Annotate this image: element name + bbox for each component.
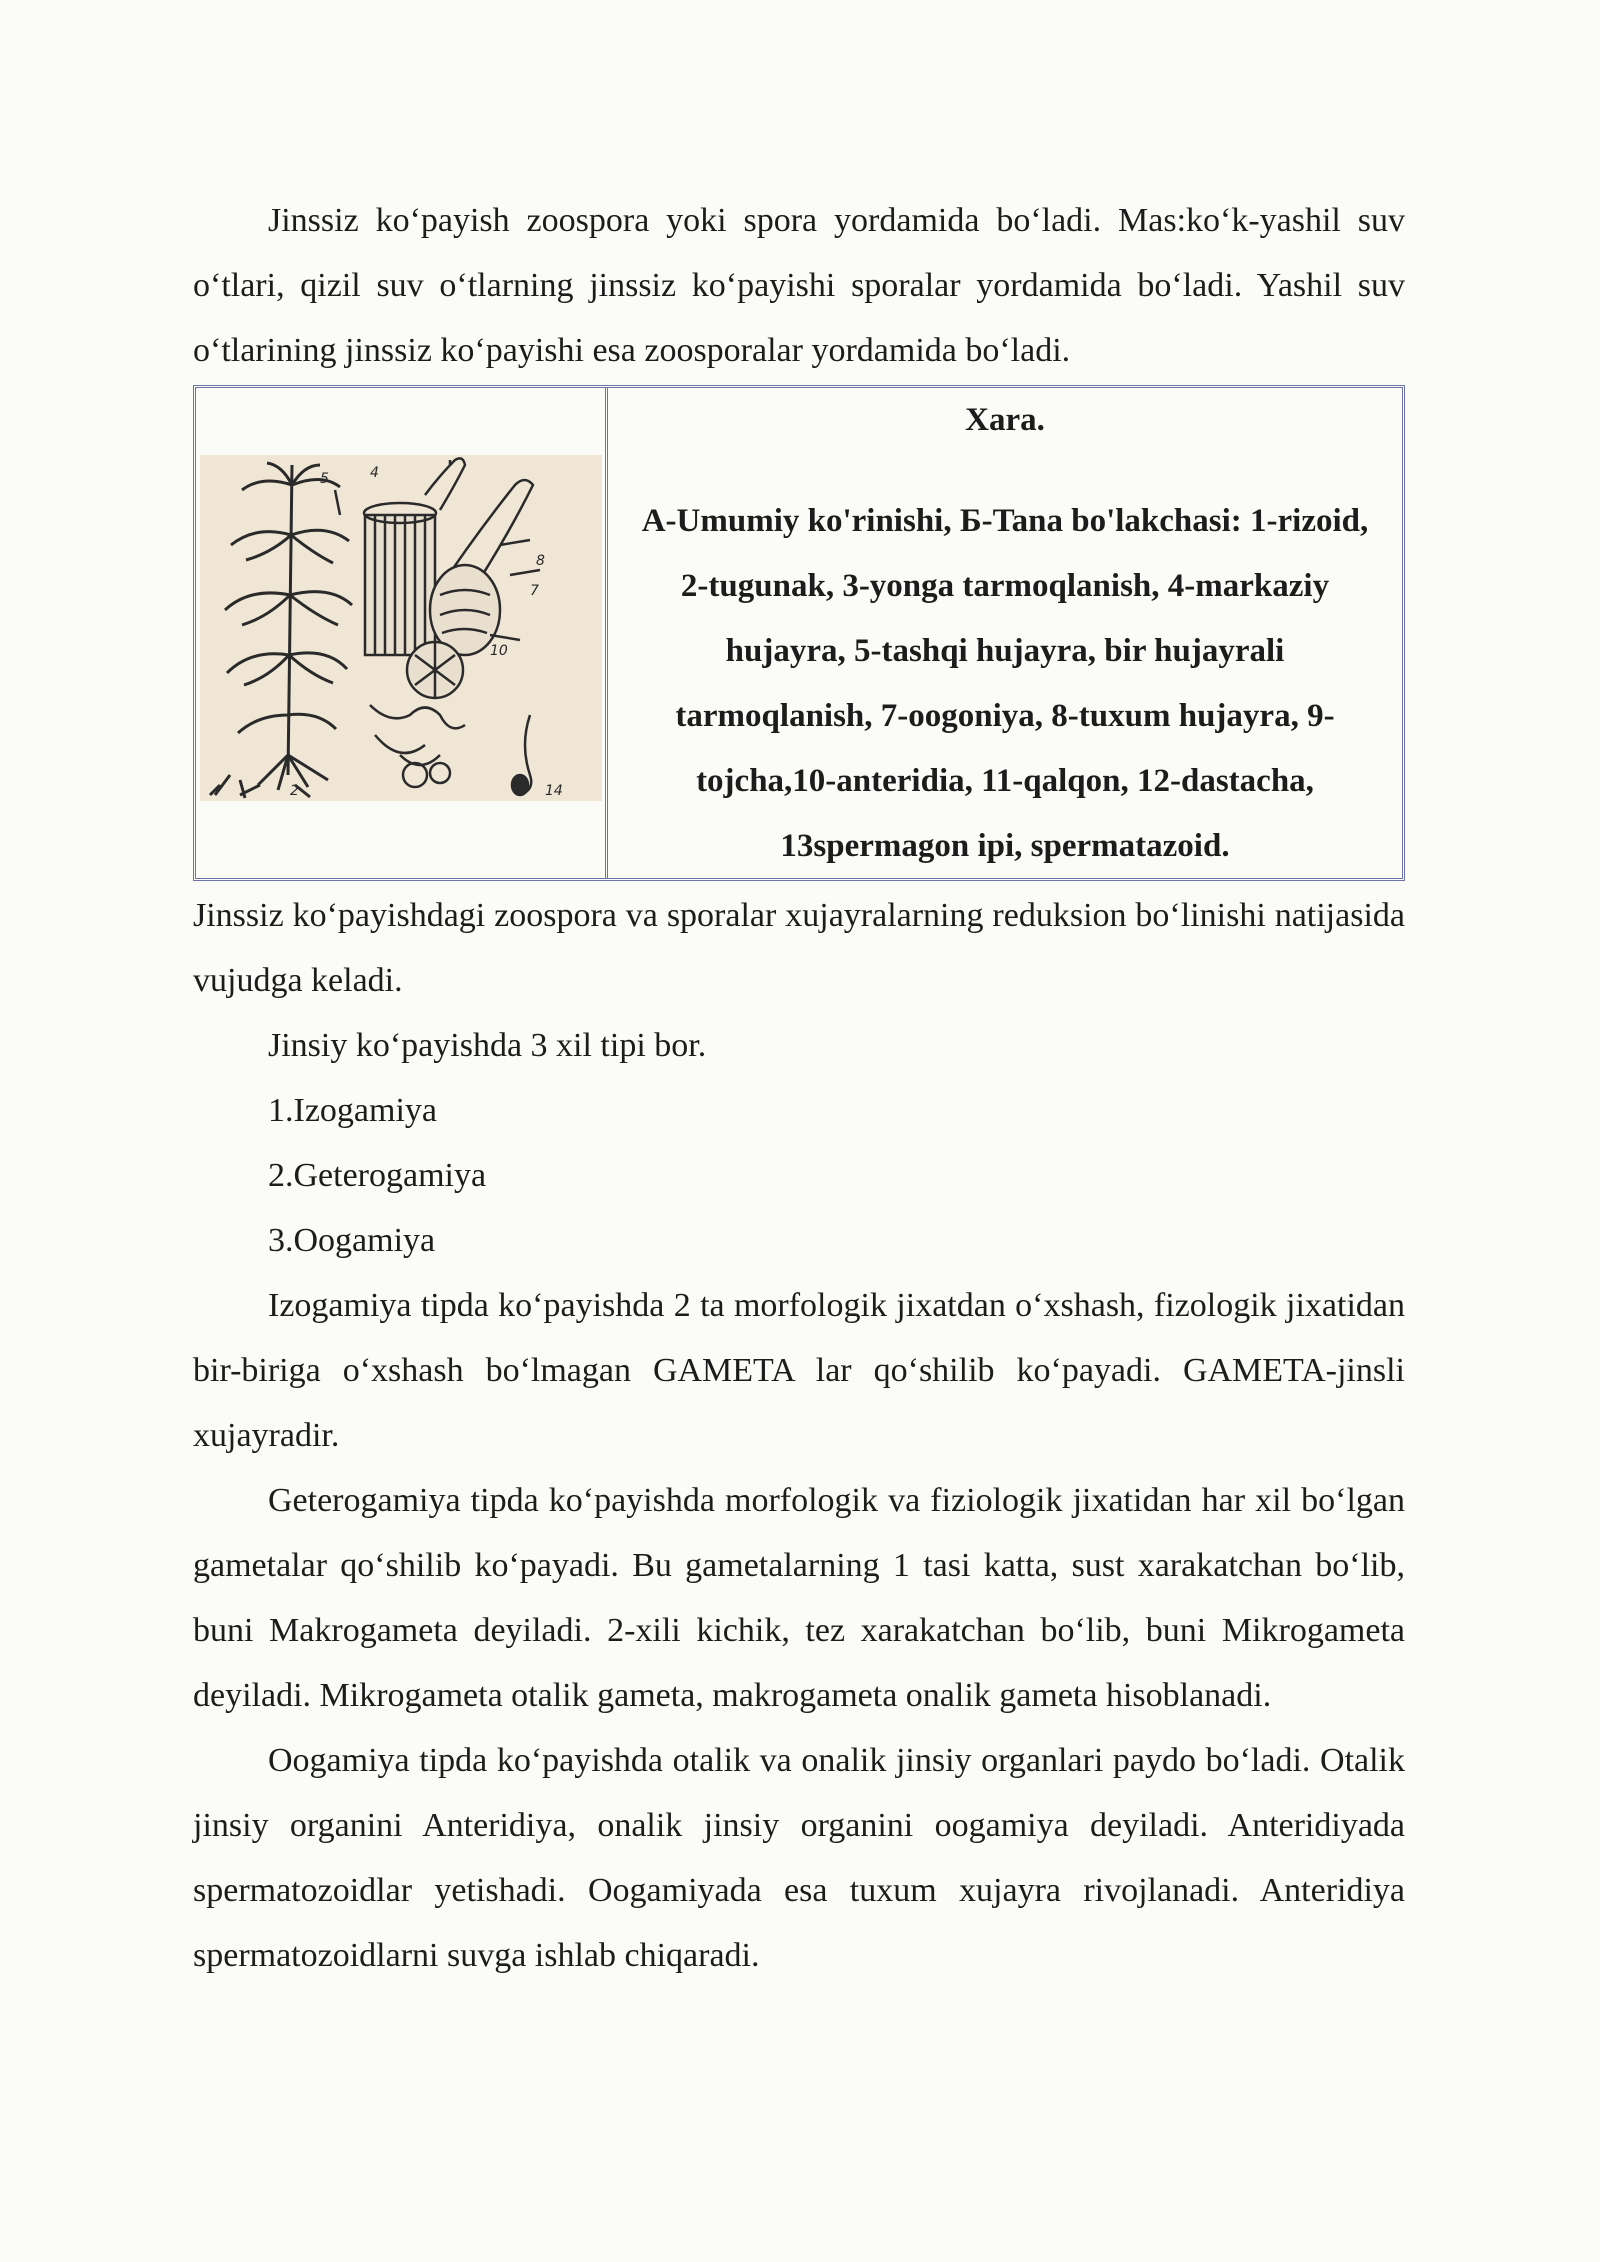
svg-text:7: 7	[530, 583, 539, 599]
figure-caption-cell	[608, 388, 1402, 878]
list-item-izogamiya: 1.Izogamiya	[268, 1092, 437, 1129]
svg-text:10: 10	[490, 643, 508, 659]
figure-image-cell	[196, 388, 608, 878]
chara-illustration	[200, 455, 602, 801]
figure-caption: A-Umumiy ko'rinishi, Б-Tana bo'lakchasi: 1-rizoid, 2-tugunak, 3-yonga tarmoqlanish, 4-markaziy hujayra, 5-tashqi hujayra, bir hujayrali tarmoqlanish, 7-oogoniya, 8-tuxum hujayra, 9-tojcha,10-anteridia, 11-qalqon, 12-dastacha, 13spermagon ipi, spermatazoid.	[641, 503, 1369, 864]
intro-paragraph: Jinssiz koʻpayish zoospora yoki spora yordamida boʻladi. Mas:koʻk-yashil suv oʻtlari, qizil suv oʻtlarning jinssiz koʻpayishi sporalar yordamida boʻladi. Yashil suv oʻtlarining jinssiz koʻpayishi esa zoosporalar yordamida boʻladi.	[193, 202, 1405, 369]
paragraph-sexual-types: Jinsiy koʻpayishda 3 xil tipi bor.	[268, 1027, 707, 1064]
paragraph-oogamiya: Oogamiya tipda koʻpayishda otalik va onalik jinsiy organlari paydo boʻladi. Otalik jinsiy organini Anteridiya, onalik jinsiy organini oogamiya deyiladi. Anteridiyada spermatozoidlar yetishadi. Oogamiyada esa tuxum xujayra rivojlanadi. Anteridiya spermatozoidlarni suvga ishlab chiqaradi.	[193, 1742, 1405, 1974]
svg-text:8: 8	[536, 553, 545, 569]
svg-text:14: 14	[545, 783, 563, 799]
paragraph-geterogamiya: Geterogamiya tipda koʻpayishda morfologik va fiziologik jixatidan har xil boʻlgan gametalar qoʻshilib koʻpayadi. Bu gametalarning 1 tasi katta, sust xarakatchan boʻlib, buni Makrogameta deyiladi. 2-xili kichik, tez xarakatchan boʻlib, buni Mikrogameta deyiladi. Mikrogameta otalik gameta, makrogameta onalik gameta hisoblanadi.	[193, 1482, 1405, 1714]
figure-table	[193, 385, 1405, 881]
paragraph-izogamiya: Izogamiya tipda koʻpayishda 2 ta morfologik jixatdan oʻxshash, fizologik jixatidan bir-biriga oʻxshash boʻlmagan GAMETA lar qoʻshilib koʻpayadi. GAMETA-jinsli xujayradir.	[193, 1287, 1405, 1454]
document-page	[193, 188, 1405, 1988]
svg-text:4: 4	[370, 465, 379, 481]
paragraph-reduction: Jinssiz koʻpayishdagi zoospora va sporalar xujayralarning reduksion boʻlinishi natijasida vujudga keladi.	[193, 897, 1405, 999]
list-item-oogamiya: 3.Oogamiya	[268, 1222, 436, 1259]
svg-text:5: 5	[320, 471, 329, 487]
svg-text:2: 2	[290, 783, 299, 799]
figure-title: Xara.	[965, 402, 1045, 438]
list-item-geterogamiya: 2.Geterogamiya	[268, 1157, 487, 1194]
